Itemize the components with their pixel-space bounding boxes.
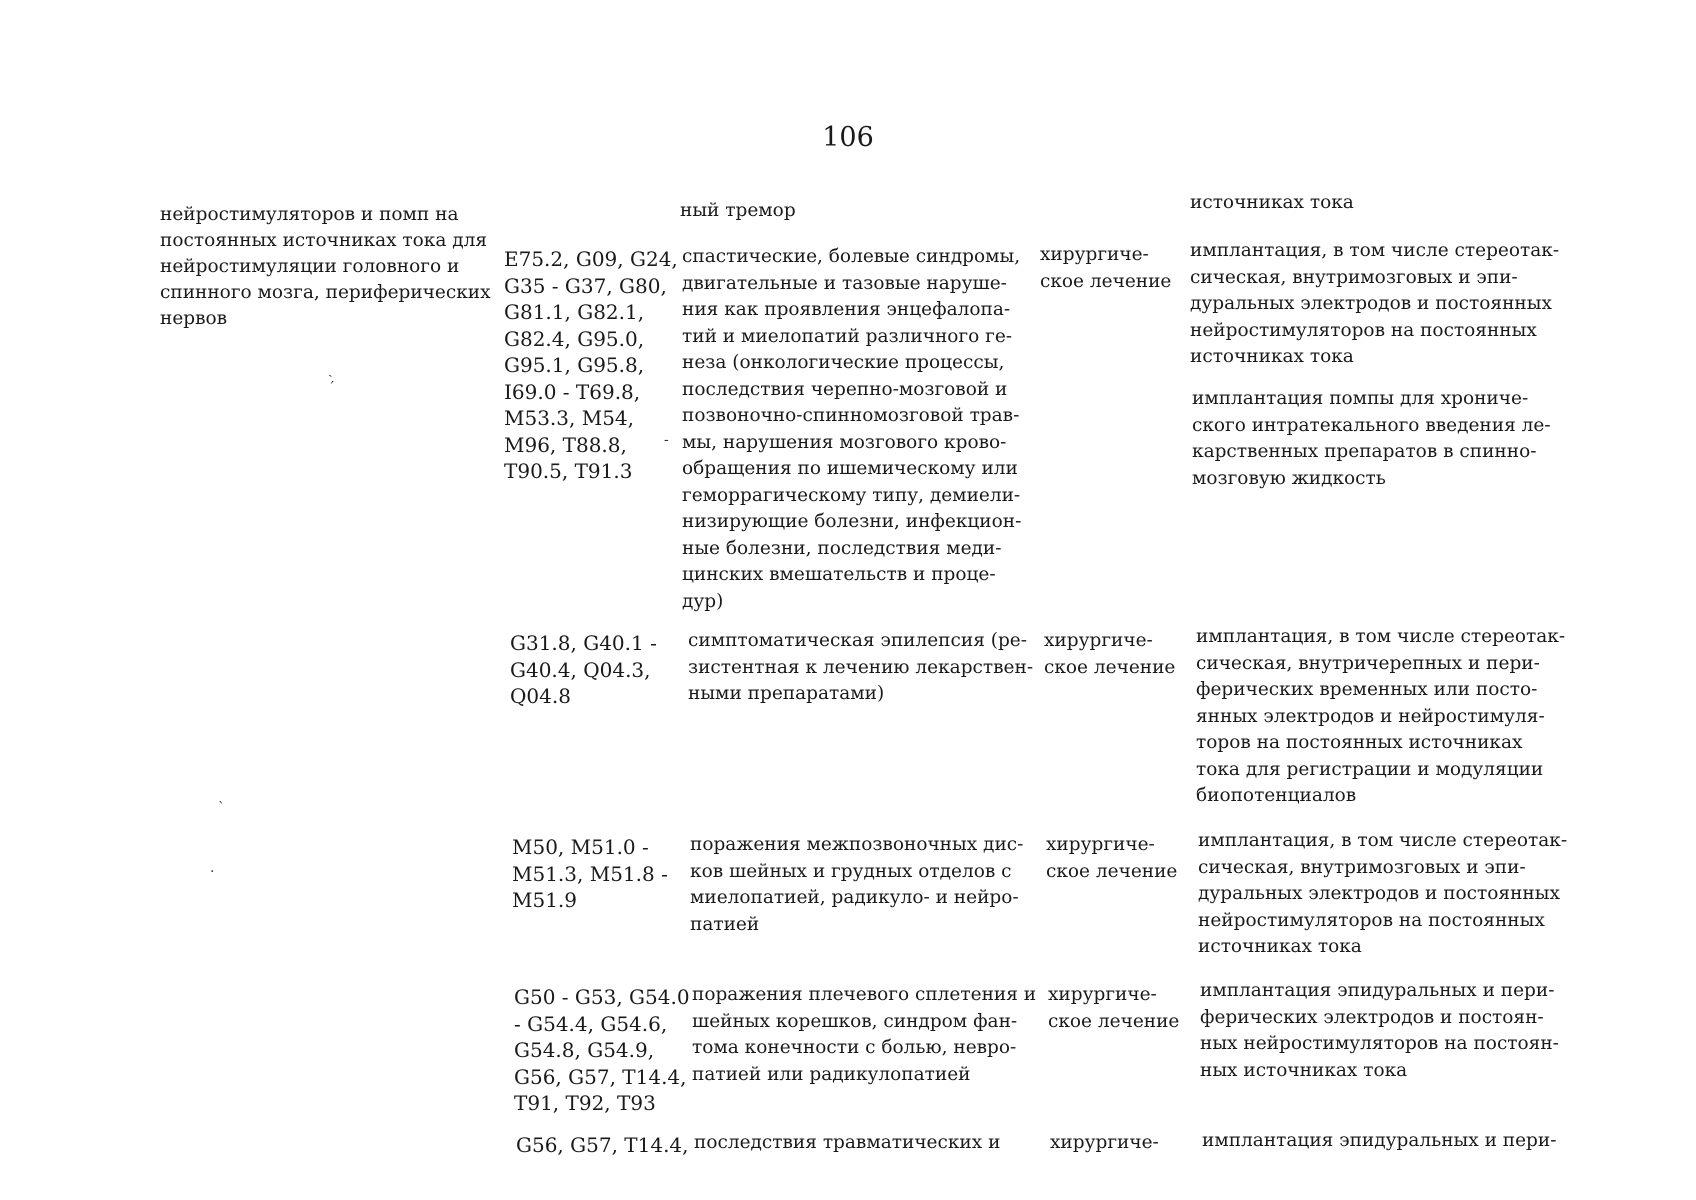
text-line: патией [690,913,760,935]
text-line: M53.3, M54, [504,406,635,430]
text-line: янных электродов и нейростимуля- [1196,705,1545,727]
text-line: торов на постоянных источниках [1196,732,1523,753]
text-line: тий и миелопатий различного ге- [682,325,1013,347]
text-line: хирургиче- [1044,630,1153,651]
scan-speck: - [664,432,669,448]
text-line: последствия черепно-мозговой и [682,378,1008,400]
text-line: спастические, болевые синдромы, [682,246,1021,267]
text-line: G35 - G37, G80, [504,273,667,298]
text-line: цинских вмешательств и проце- [682,564,996,585]
text-line: двигательные и тазовые наруше- [682,272,1007,294]
text-line: источниках тока [1190,192,1354,213]
text-line: G50 - G53, G54.0 [514,985,690,1009]
text-line: ков шейных и грудных отделов с [690,860,1012,882]
codes-cell [510,630,657,710]
text-line: хирургиче- [1046,834,1155,855]
text-line: постоянных источниках тока для [160,230,488,251]
text-line: ных нейростимуляторов на постоян- [1200,1033,1559,1054]
text-line: карственных препаратов в спинно- [1192,441,1537,462]
method-cell-secondary [1192,386,1551,492]
text-line: мозговую жидкость [1192,467,1386,489]
text-line: обращения по ишемическому или [682,458,1018,479]
scan-speck: ˏ [328,362,333,378]
text-line: M51.9 [512,888,578,912]
scan-speck: ˊ [328,380,335,396]
text-line: нервов [160,308,228,329]
text-line: дуральных электродов и постоянных [1198,883,1560,904]
text-line: сическая, внутричерепных и пери- [1196,652,1540,674]
scan-speck: · [210,864,215,880]
text-line: G95.1, G95.8, [504,353,645,377]
text-line: ными препаратами) [688,683,885,704]
text-line: имплантация, в том числе стереотак- [1196,626,1566,647]
text-line: ское лечение [1046,860,1178,882]
text-line: ферических электродов и постоян- [1200,1006,1544,1028]
text-line: T90.5, T91.3 [504,459,633,483]
text-line: G56, G57, T14.4, [514,1064,687,1089]
diagnosis-cell [694,1130,1000,1157]
diagnosis-cell [690,832,1023,938]
text-line: M50, M51.0 - [512,835,649,859]
text-line: хирургиче- [1050,1132,1159,1153]
text-line: имплантация эпидуральных и пери- [1202,1130,1557,1151]
text-line: дуральных электродов и постоянных [1190,293,1552,314]
text-line: миелопатией, радикуло- и нейро- [690,887,1019,908]
text-line: I69.0 - T69.8, [504,379,641,404]
codes-cell [514,984,690,1117]
text-line: сическая, внутримозговых и эпи- [1198,856,1526,878]
treatment-cell [1050,1130,1159,1157]
text-line: ское лечение [1044,656,1176,678]
diagnosis-fragment [680,198,796,225]
text-line: позвоночно-спинномозговой трав- [682,405,1020,426]
text-line: дур) [682,590,724,612]
text-line: биопотенциалов [1196,785,1357,806]
text-line: ское лечение [1048,1010,1180,1032]
text-line: M96, T88.8, [504,432,627,457]
text-line: сическая, внутримозговых и эпи- [1190,266,1518,288]
method-cell [1196,624,1565,810]
treatment-cell [1040,242,1171,295]
text-line: нейростимуляции головного и [160,256,460,277]
text-line: тома конечности с болью, невро- [692,1037,1017,1058]
text-line: ный тремор [680,200,796,221]
text-line: поражения плечевого сплетения и [692,984,1037,1005]
text-line: ское лечение [1040,270,1172,292]
treatment-cell [1044,628,1175,681]
text-line: E75.2, G09, G24, [504,247,678,271]
text-line: последствия травматических и [694,1132,1001,1153]
text-line: ферических временных или посто- [1196,679,1538,700]
treatment-cell [1048,982,1179,1035]
text-line: хирургиче- [1048,984,1157,1005]
codes-cell [504,246,678,485]
text-line: хирургиче- [1040,244,1149,265]
diagnosis-cell [688,628,1033,708]
method-fragment [1190,190,1354,217]
treatment-cell [1046,832,1177,885]
codes-cell [516,1132,689,1159]
text-line: M51.3, M51.8 - [512,861,668,886]
first-column-text [160,202,500,332]
text-line: Q04.8 [510,684,571,708]
method-cell [1202,1128,1556,1155]
method-cell [1190,238,1559,371]
text-line: нейростимуляторов на постоянных [1190,319,1537,341]
text-line: тока для регистрации и модуляции [1196,758,1544,780]
text-line: G81.1, G82.1, [504,300,645,324]
text-line: имплантация, в том числе стереотак- [1190,240,1560,261]
text-line: шейных корешков, синдром фан- [692,1010,1018,1032]
page-number: 106 [822,122,874,153]
text-line: имплантация, в том числе стереотак- [1198,830,1568,851]
text-line: имплантация эпидуральных и пери- [1200,980,1555,1001]
text-line: симптоматическая эпилепсия (ре- [688,630,1028,651]
text-line: нейростимуляторов на постоянных [1198,909,1545,931]
text-line: имплантация помпы для хрониче- [1192,388,1529,409]
text-line: G82.4, G95.0, [504,326,645,351]
text-line: G54.8, G54.9, [514,1038,655,1062]
method-cell [1200,978,1559,1084]
diagnosis-cell [682,244,1021,615]
text-line: нейростимуляторов и помп на [160,204,459,225]
text-line: - G54.4, G54.6, [514,1011,668,1036]
text-line: низирующие болезни, инфекцион- [682,511,1022,532]
text-line: геморрагическому типу, демиели- [682,484,1021,506]
scan-speck: ˋ [218,800,225,816]
text-line: ния как проявления энцефалопа- [682,299,1011,320]
text-line: ского интратекального введения ле- [1192,414,1551,436]
text-line: спинного мозга, периферических [160,282,491,303]
codes-cell [512,834,668,914]
text-line: источниках тока [1198,936,1362,957]
text-line: поражения межпозвоночных дис- [690,834,1024,855]
method-cell [1198,828,1567,961]
text-line: ные болезни, последствия меди- [682,537,1002,559]
text-line: патией или радикулопатией [692,1063,971,1085]
text-line: неза (онкологические процессы, [682,352,1005,373]
text-line: T91, T92, T93 [514,1091,656,1115]
text-line: ных источниках тока [1200,1059,1408,1081]
text-line: зистентная к лечению лекарствен- [688,656,1034,678]
text-line: G31.8, G40.1 - [510,631,657,655]
text-line: мы, нарушения мозгового крово- [682,431,1007,453]
text-line: G40.4, Q04.3, [510,657,651,682]
text-line: G56, G57, T14.4, [516,1133,689,1157]
text-line: источниках тока [1190,346,1354,367]
diagnosis-cell [692,982,1036,1088]
